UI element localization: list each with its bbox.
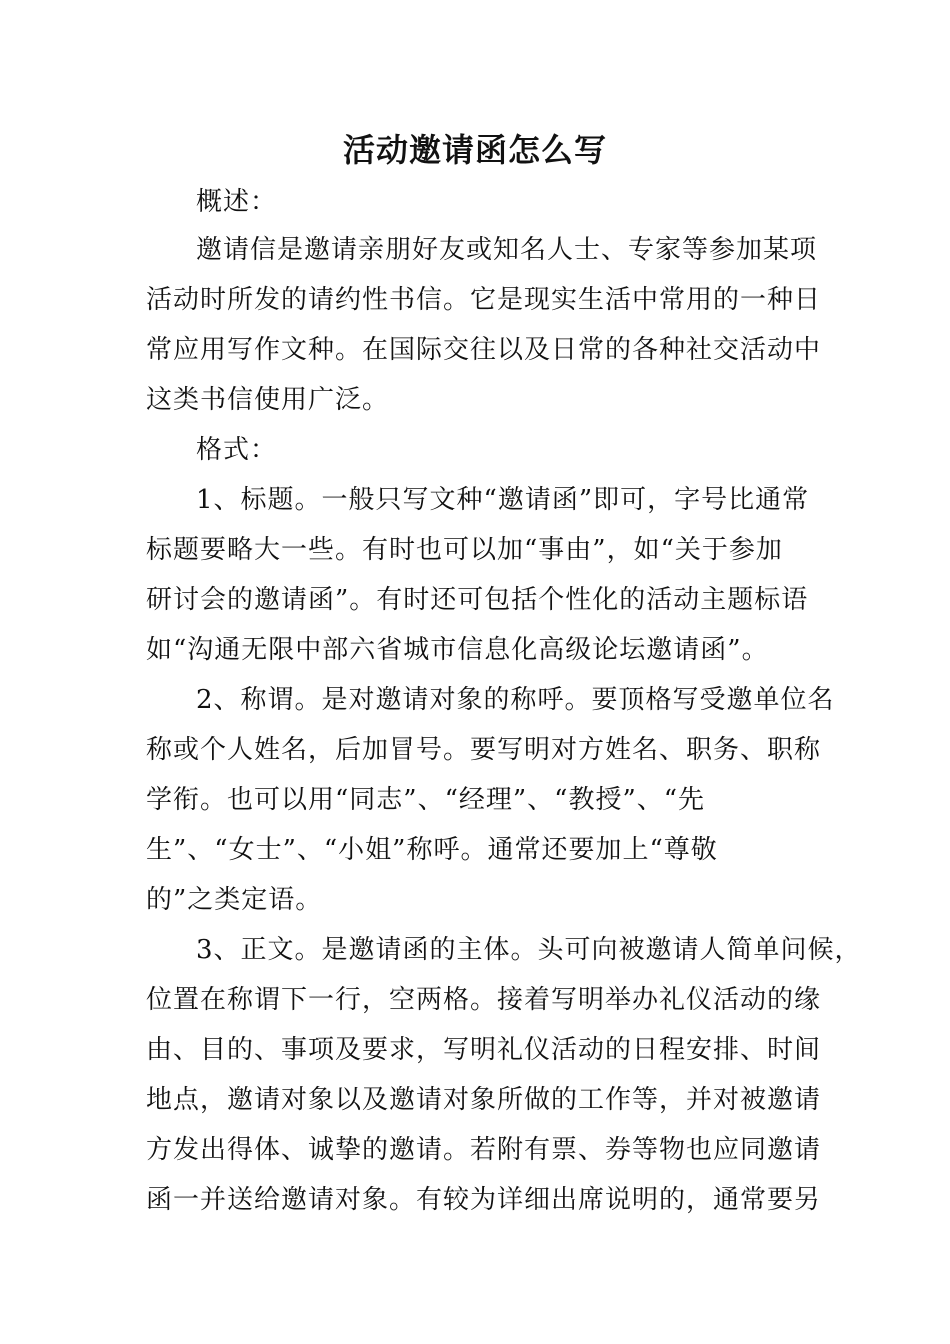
- paragraph-line: 的”之类定语。: [146, 885, 323, 915]
- paragraph-line: 位置在称谓下一行，空两格。接着写明举办礼仪活动的缘: [146, 985, 822, 1015]
- paragraph-line: 标题要略大一些。有时也可以加“事由”，如“关于参加: [146, 535, 783, 565]
- paragraph-line: 邀请信是邀请亲朋好友或知名人士、专家等参加某项: [196, 235, 818, 265]
- paragraph-line: 常应用写作文种。在国际交往以及日常的各种社交活动中: [146, 335, 822, 365]
- paragraph-line: 如“沟通无限中部六省城市信息化高级论坛邀请函”。: [146, 635, 769, 665]
- document-title: 活动邀请函怎么写: [342, 131, 607, 169]
- section-heading-format: 格式：: [196, 435, 278, 465]
- section-heading-overview: 概述：: [196, 187, 278, 217]
- paragraph-line: 2、称谓。是对邀请对象的称呼。要顶格写受邀单位名: [196, 685, 835, 715]
- paragraph-line: 地点，邀请对象以及邀请对象所做的工作等，并对被邀请: [146, 1085, 822, 1115]
- paragraph-line: 研讨会的邀请函”。有时还可包括个性化的活动主题标语: [146, 585, 809, 615]
- paragraph-line: 1、标题。一般只写文种“邀请函”即可，字号比通常: [196, 485, 810, 515]
- paragraph-line: 活动时所发的请约性书信。它是现实生活中常用的一种日: [146, 285, 822, 315]
- paragraph-line: 学衔。也可以用“同志”、“经理”、“教授”、“先: [146, 785, 706, 815]
- paragraph-line: 3、正文。是邀请函的主体。头可向被邀请人简单问候，: [196, 935, 862, 965]
- paragraph-line: 称或个人姓名，后加冒号。要写明对方姓名、职务、职称: [146, 735, 822, 765]
- paragraph-line: 生”、“女士”、“小姐”称呼。通常还要加上“尊敬: [146, 835, 718, 865]
- paragraph-line: 由、目的、事项及要求，写明礼仪活动的日程安排、时间: [146, 1035, 822, 1065]
- paragraph-line: 方发出得体、诚挚的邀请。若附有票、券等物也应同邀请: [146, 1135, 822, 1165]
- paragraph-line: 这类书信使用广泛。: [146, 385, 390, 415]
- paragraph-line: 函一并送给邀请对象。有较为详细出席说明的，通常要另: [146, 1185, 822, 1215]
